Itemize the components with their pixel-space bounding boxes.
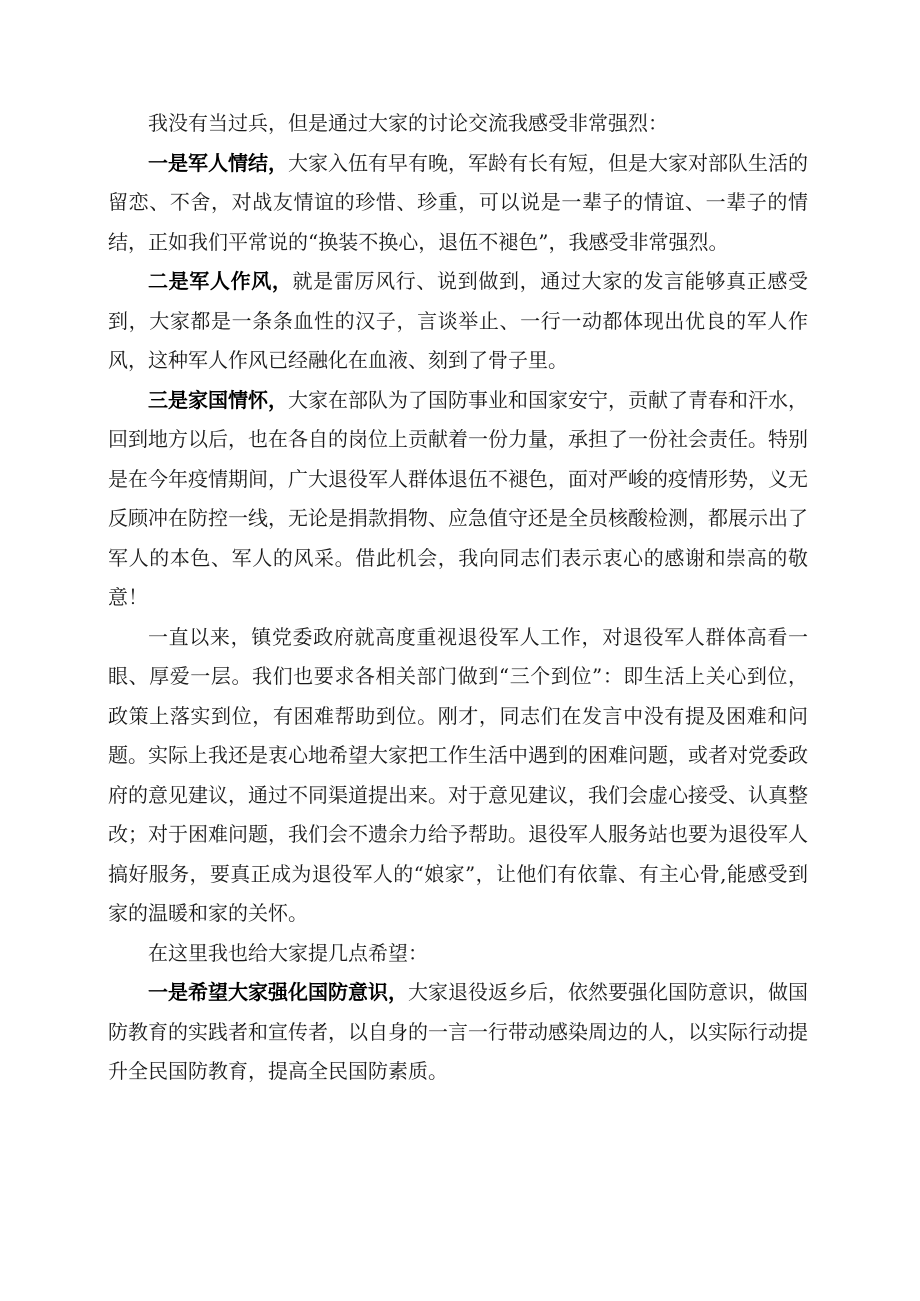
paragraph-party-commitment	[108, 618, 808, 934]
paragraph-text: 大家退役返乡后，依然要强化国防意识，做国防教育的实践者和宣传者，以自身的一言一行带动感染周边的人，以实际行动提升全民国防教育，提高全民国防素质。	[108, 980, 808, 1083]
paragraph-text: 在这里我也给大家提几点希望：	[148, 940, 428, 965]
document-body	[108, 104, 808, 1092]
paragraph-text: 一直以来，镇党委政府就高度重视退役军人工作，对退役军人群体高看一眼、厚爱一层。我们也要求各相关部门做到“三个到位”：即生活上关心到位，政策上落实到位，有困难帮助到位。刚才，同志们在发言中没有提及困难和问题。实际上我还是衷心地希望大家把工作生活中遇到的困难问题，或者对党委政府的意见建议，通过不同渠道提出来。对于意见建议，我们会虚心接受、认真整改；对于困难问题，我们会不遗余力给予帮助。退役军人服务站也要为退役军人搞好服务，要真正成为退役军人的“娘家”，让他们有依靠、有主心骨,能感受到家的温暖和家的关怀。	[108, 624, 808, 925]
paragraph-military-bond	[108, 144, 808, 263]
paragraph-patriotism	[108, 381, 808, 618]
paragraph-lead: 二是军人作风，	[148, 269, 293, 293]
paragraph-text: 大家在部队为了国防事业和国家安宁，贡献了青春和汗水，回到地方以后，也在各自的岗位上贡献着一份力量，承担了一份社会责任。特别是在今年疫情期间，广大退役军人群体退伍不褪色，面对严峻的疫情形势，义无反顾冲在防控一线，无论是捐款捐物、应急值守还是全员核酸检测，都展示出了军人的本色、军人的风采。借此机会，我向同志们表示衷心的感谢和崇高的敬意！	[108, 387, 808, 609]
paragraph-text: 大家入伍有早有晚，军龄有长有短，但是大家对部队生活的留恋、不舍，对战友情谊的珍惜、珍重，可以说是一辈子的情谊、一辈子的情结，正如我们平常说的“换装不换心，退伍不褪色”，我感受非常强烈。	[108, 150, 808, 254]
paragraph-hope-defense	[108, 973, 808, 1092]
paragraph-lead: 一是希望大家强化国防意识，	[148, 980, 408, 1004]
paragraph-lead: 一是军人情结，	[148, 150, 288, 175]
paragraph-lead: 三是家国情怀，	[148, 387, 288, 412]
paragraph-military-style	[108, 262, 808, 381]
paragraph-intro	[108, 104, 808, 144]
paragraph-hopes-intro	[108, 934, 808, 974]
paragraph-text: 就是雷厉风行、说到做到，通过大家的发言能够真正感受到，大家都是一条条血性的汉子，言谈举止、一行一动都体现出优良的军人作风，这种军人作风已经融化在血液、刻到了骨子里。	[108, 269, 809, 372]
paragraph-text: 我没有当过兵，但是通过大家的讨论交流我感受非常强烈：	[148, 111, 668, 135]
